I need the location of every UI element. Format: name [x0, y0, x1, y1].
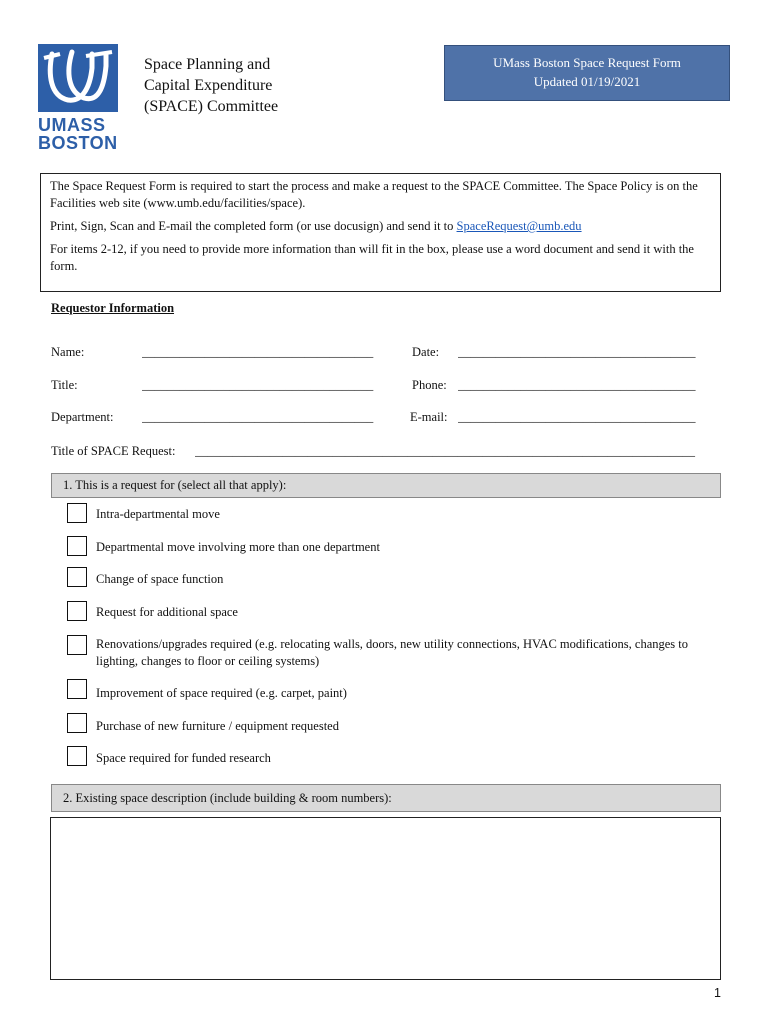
title-label: Title: [51, 378, 78, 392]
date-field[interactable]: ______________________________________ [458, 345, 696, 359]
umass-logo-mark [38, 44, 118, 112]
instructions-paragraph-2: Print, Sign, Scan and E-mail the completed form (or use docusign) and send it to SpaceRequest@umb.edu [50, 219, 582, 233]
form-title-box [444, 45, 730, 101]
checkbox-intra-departmental[interactable] [67, 503, 87, 523]
umass-logo-text: UMASS BOSTON [38, 115, 118, 153]
title-field[interactable]: _____________________________________ [142, 378, 374, 392]
option-label: Space required for funded research [96, 751, 271, 765]
checkbox-additional-space[interactable] [67, 601, 87, 621]
space-request-title-label: Title of SPACE Request: [51, 444, 176, 458]
checkbox-multi-department[interactable] [67, 536, 87, 556]
form-updated-date: Updated 01/19/2021 [533, 74, 641, 89]
instructions-paragraph-3: For items 2-12, if you need to provide more information than will fit in the box, please use a word document and send it with the form. [50, 242, 694, 273]
option-label: Request for additional space [96, 605, 238, 619]
option-label: Intra-departmental move [96, 507, 220, 521]
checkbox-renovations[interactable] [67, 635, 87, 655]
option-label: Change of space function [96, 572, 224, 586]
email-label: E-mail: [410, 410, 448, 424]
department-field[interactable]: _____________________________________ [142, 410, 374, 424]
existing-space-description-field[interactable] [50, 817, 721, 980]
space-request-email-link[interactable]: SpaceRequest@umb.edu [456, 219, 582, 233]
email-field[interactable]: ______________________________________ [458, 410, 696, 424]
option-label: Purchase of new furniture / equipment requested [96, 719, 339, 733]
instructions-paragraph-1: The Space Request Form is required to start the process and make a request to the SPACE Committee. The Space Policy is on the Facilities web site (www.umb.edu/facilities/space). [50, 179, 698, 210]
name-label: Name: [51, 345, 85, 359]
department-label: Department: [51, 410, 114, 424]
date-label: Date: [412, 345, 440, 359]
checkbox-furniture[interactable] [67, 713, 87, 733]
page-number: 1 [714, 986, 721, 1000]
option-label: Departmental move involving more than one department [96, 540, 380, 554]
space-request-title-field[interactable]: ________________________________________________________________________________ [195, 444, 695, 458]
phone-label: Phone: [412, 378, 447, 392]
option-label: Renovations/upgrades required (e.g. relocating walls, doors, new utility connections, HVAC modifications, changes to lighting, changes to floor or ceiling systems) [96, 637, 689, 668]
requestor-info-heading: Requestor Information [51, 301, 175, 315]
umass-u-icon [38, 44, 118, 112]
committee-name: Space Planning and Capital Expenditure (SPACE) Committee [144, 56, 279, 115]
checkbox-improvement[interactable] [67, 679, 87, 699]
section-2-header: 2. Existing space description (include building & room numbers): [51, 784, 721, 812]
name-field[interactable]: _____________________________________ [142, 345, 374, 359]
checkbox-funded-research[interactable] [67, 746, 87, 766]
form-title: UMass Boston Space Request Form [493, 55, 681, 70]
checkbox-change-function[interactable] [67, 567, 87, 587]
phone-field[interactable]: ______________________________________ [458, 378, 696, 392]
instructions-box [40, 173, 721, 292]
option-label: Improvement of space required (e.g. carpet, paint) [96, 686, 347, 700]
section-1-header: 1. This is a request for (select all that apply): [51, 473, 721, 498]
